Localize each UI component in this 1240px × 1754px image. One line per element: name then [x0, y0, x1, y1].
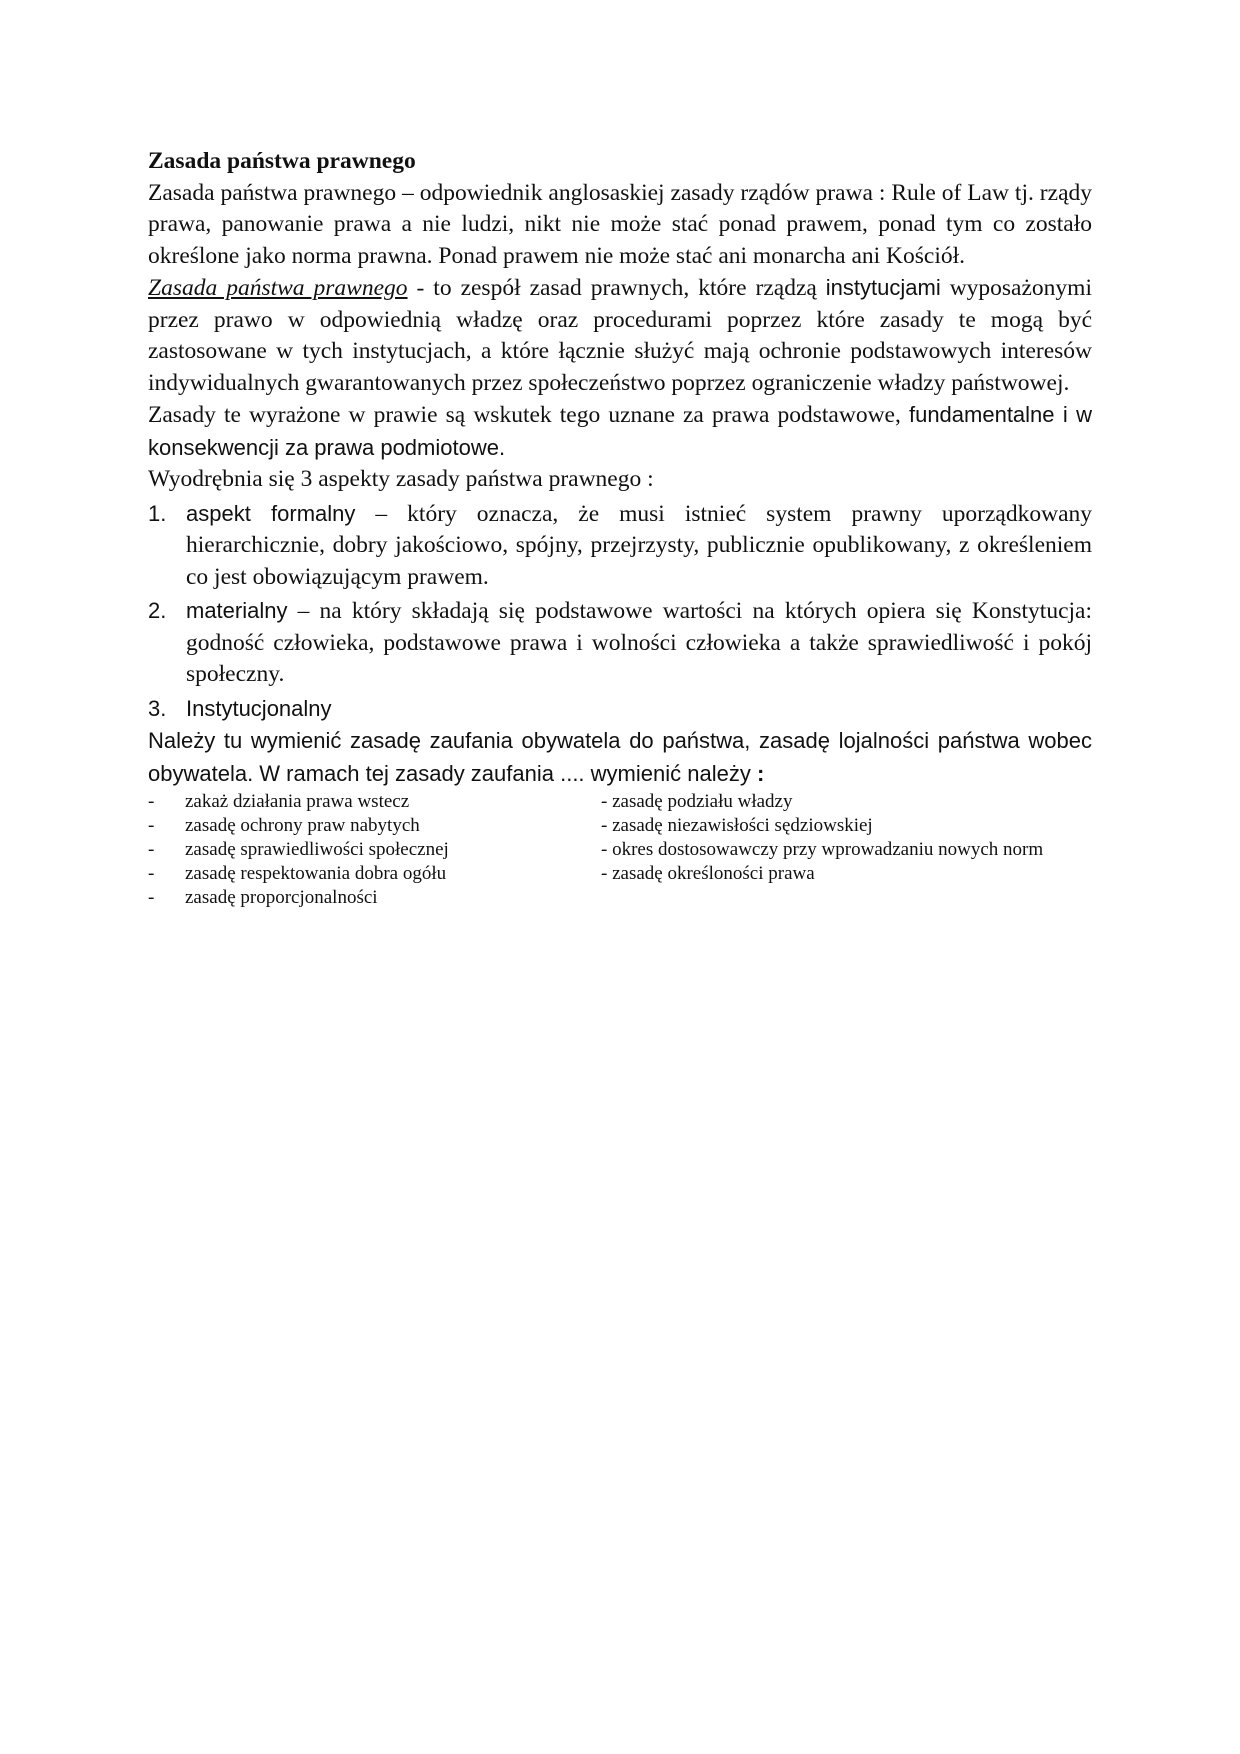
trust-text: Należy tu wymienić zasadę zaufania obywatela do państwa, zasadę lojalności państwa wobec obywatela. W ramach tej zasady zaufania .... wymienić należy [148, 728, 1092, 786]
list-item [148, 814, 1092, 838]
bullet-dash: - [148, 839, 155, 860]
bullet-dash: - [148, 887, 155, 908]
principles-list [148, 790, 1092, 910]
paragraph-trust [148, 725, 1092, 790]
principle-right: - okres dostosowawczy przy wprowadzaniu nowych norm [601, 839, 1044, 860]
bullet-dash: - [148, 815, 155, 836]
principle-left: zasadę respektowania dobra ogółu [185, 863, 447, 884]
definition-text-a: - to zespół zasad prawnych, które rządzą [407, 275, 826, 301]
defined-term: Zasada państwa prawnego [148, 275, 408, 301]
principle-right [601, 886, 1092, 910]
list-item [148, 886, 1092, 910]
list-item [148, 595, 1092, 691]
list-item [148, 498, 1092, 594]
document-page [148, 146, 1092, 910]
principle-right: - zasadę określoności prawa [601, 863, 815, 884]
bullet-dash: - [148, 863, 155, 884]
aspect-name: aspekt formalny [186, 500, 356, 526]
aspect-name: Instytucjonalny [186, 695, 332, 721]
principle-right: - zasadę niezawisłości sędziowskiej [601, 815, 873, 836]
principle-left: zakaż działania prawa wstecz [185, 791, 410, 812]
list-item [148, 693, 1092, 726]
list-number: 1. [148, 500, 167, 526]
definition-text-b: wyposażonymi przez prawo w odpowiednią władzę oraz procedurami poprzez które zasady te mogą być zastosowane w tych instytucjach, a które łącznie służyć mają ochronie podstawowych interesów indywidualnych gwarantowanych przez społeczeństwo poprzez ograniczenie władzy państwowej. [148, 275, 1092, 396]
paragraph-definition [148, 272, 1092, 399]
paragraph-fundamental-rights [148, 399, 1092, 464]
list-item [148, 790, 1092, 814]
principle-left: zasadę proporcjonalności [185, 887, 378, 908]
principle-right: - zasadę podziału władzy [601, 791, 793, 812]
list-number: 3. [148, 695, 167, 721]
aspects-list [148, 498, 1092, 726]
fundamental-emphasis: fundamentalne i w konsekwencji za prawa podmiotowe. [148, 402, 1093, 460]
document-title: Zasada państwa prawnego [148, 148, 416, 174]
list-number: 2. [148, 598, 167, 623]
aspects-intro: Wyodrębnia się 3 aspekty zasady państwa prawnego : [148, 466, 654, 492]
aspect-text: – na który składają się podstawowe wartości na których opiera się Konstytucja: godność człowieka, podstawowe prawa i wolności człowieka a także sprawiedliwość i pokój społeczny. [186, 598, 1092, 687]
bullet-dash: - [148, 791, 155, 812]
principle-left: zasadę ochrony praw nabytych [185, 815, 420, 836]
paragraph-rule-of-law: Zasada państwa prawnego – odpowiednik anglosaskiej zasady rządów prawa : Rule of Law tj. rządy prawa, panowanie prawa a nie ludzi, nikt nie może stać ponad prawem, ponad tym co zostało określone jako norma prawna. Ponad prawem nie może stać ani monarcha ani Kościół. [148, 179, 1092, 269]
trust-colon: : [756, 760, 765, 786]
highlight-institutions: instytucjami [825, 275, 941, 300]
aspect-text: – który oznacza, że musi istnieć system prawny uporządkowany hierarchicznie, dobry jakościowo, spójny, przejrzysty, publicznie opublikowany, z określeniem co jest obowiązującym prawem. [186, 500, 1092, 590]
list-item [148, 862, 1092, 886]
principle-left: zasadę sprawiedliwości społecznej [185, 839, 449, 860]
list-item [148, 838, 1092, 862]
aspect-name: materialny [186, 598, 288, 623]
fundamental-text: Zasady te wyrażone w prawie są wskutek tego uznane za prawa podstawowe, [148, 402, 909, 428]
